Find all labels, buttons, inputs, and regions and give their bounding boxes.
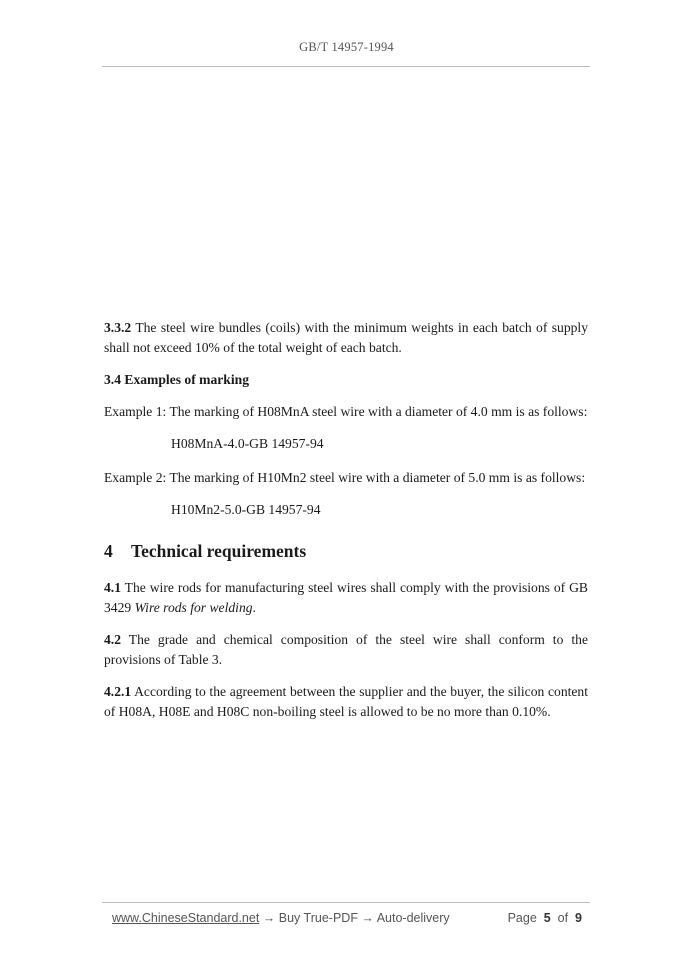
clause-number: 4.2 bbox=[104, 632, 121, 647]
current-page: 5 bbox=[543, 911, 551, 925]
arrow-icon: → bbox=[357, 911, 377, 925]
arrow-icon: → bbox=[259, 911, 279, 925]
example-1-code: H08MnA-4.0-GB 14957-94 bbox=[171, 436, 324, 451]
page-header bbox=[0, 40, 693, 55]
total-pages: 9 bbox=[575, 911, 582, 925]
document-body bbox=[104, 318, 588, 734]
header-divider bbox=[102, 66, 590, 67]
page-indicator bbox=[508, 911, 582, 925]
site-link[interactable]: www.ChineseStandard.net bbox=[112, 911, 260, 925]
footer-divider bbox=[102, 902, 590, 903]
example-2-text: Example 2: The marking of H10Mn2 steel wire with a diameter of 5.0 mm is as follows: bbox=[104, 470, 586, 485]
clause-number: 4.1 bbox=[104, 580, 121, 595]
auto-delivery-label: Auto-delivery bbox=[376, 911, 450, 925]
clause-text: The grade and chemical composition of the steel wire shall conform to the provisions of Table 3. bbox=[104, 632, 588, 667]
page-of-label: of bbox=[557, 911, 569, 925]
clause-text: The steel wire bundles (coils) with the minimum weights in each batch of supply shall not exceed 10% of the total weight of each batch. bbox=[104, 320, 588, 355]
buy-pdf-link[interactable]: Buy True-PDF bbox=[278, 911, 358, 925]
section-number: 4 bbox=[104, 541, 113, 561]
footer-links bbox=[112, 911, 450, 925]
referenced-standard-title: Wire rods for welding bbox=[134, 600, 253, 615]
section-title: Technical requirements bbox=[131, 541, 307, 561]
clause-3-3-2 bbox=[104, 318, 588, 358]
clause-3-4-heading: 3.4 Examples of marking bbox=[104, 372, 250, 387]
clause-4-2 bbox=[104, 630, 588, 670]
clause-text-end: . bbox=[252, 600, 256, 615]
section-4-heading bbox=[104, 540, 588, 562]
example-2-code: H10Mn2-5.0-GB 14957-94 bbox=[171, 502, 321, 517]
clause-4-1 bbox=[104, 578, 588, 618]
clause-number: 3.3.2 bbox=[104, 320, 132, 335]
page-label: Page bbox=[507, 911, 537, 925]
clause-4-2-1 bbox=[104, 682, 588, 722]
standard-code: GB/T 14957-1994 bbox=[299, 40, 394, 54]
clause-text: According to the agreement between the supplier and the buyer, the silicon content of H08A, H08E and H08C non-boiling steel is allowed to be no more than 0.10%. bbox=[104, 684, 588, 719]
clause-text: The wire rods for manufacturing steel wires shall comply with the provisions of GB 3429 bbox=[104, 580, 588, 615]
clause-number: 4.2.1 bbox=[104, 684, 132, 699]
example-1-text: Example 1: The marking of H08MnA steel wire with a diameter of 4.0 mm is as follows: bbox=[104, 404, 588, 419]
